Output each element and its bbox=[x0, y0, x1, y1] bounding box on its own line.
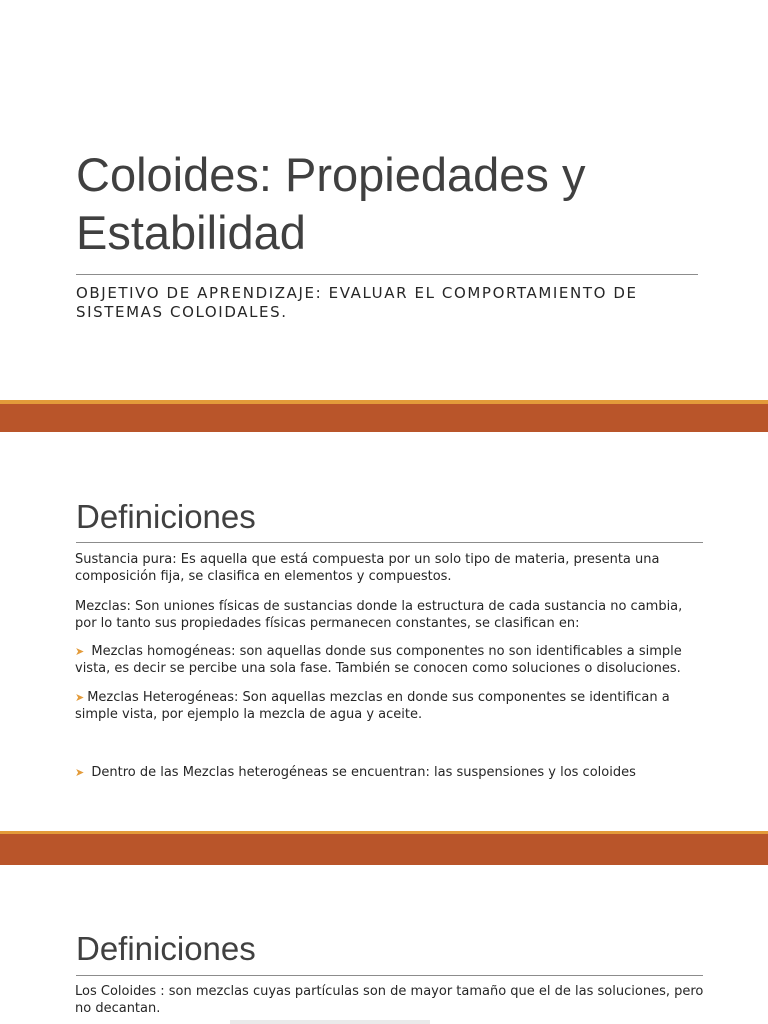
bullet-mezclas-heterogeneas bbox=[75, 689, 707, 723]
bullet-mezclas-homogeneas bbox=[75, 643, 707, 677]
separator-bar bbox=[0, 404, 768, 432]
definitions-slide-2 bbox=[0, 865, 768, 1024]
slide-title: Coloides: Propiedades y Estabilidad bbox=[76, 148, 586, 259]
slide-separator-band bbox=[0, 400, 768, 432]
title-slide bbox=[0, 0, 768, 400]
faint-divider bbox=[230, 1020, 430, 1024]
title-divider bbox=[76, 274, 698, 275]
slide-separator-band bbox=[0, 831, 768, 865]
paragraph-mezclas: Mezclas: Son uniones físicas de sustancias donde la estructura de cada sustancia no cambia, por lo tanto sus propiedades físicas permanecen constantes, se clasifican en: bbox=[75, 599, 683, 631]
bullet-coloides bbox=[75, 764, 707, 781]
heading-divider bbox=[76, 542, 703, 543]
arrow-bullet-icon: ➤ bbox=[75, 766, 85, 779]
bullet-text: Mezclas Heterogéneas: Son aquellas mezclas en donde sus componentes se identifican a simple vista, por ejemplo la mezcla de agua y aceite. bbox=[75, 690, 670, 722]
arrow-bullet-icon: ➤ bbox=[75, 691, 85, 704]
arrow-bullet-icon: ➤ bbox=[75, 645, 85, 658]
bullet-text: Dentro de las Mezclas heterogéneas se encuentran: las suspensiones y los coloides bbox=[91, 765, 636, 780]
slide-heading: Definiciones bbox=[76, 498, 256, 535]
separator-bar bbox=[0, 834, 768, 865]
bullet-text: Mezclas homogéneas: son aquellas donde sus componentes no son identificables a simple vista, es decir se percibe una sola fase. También se conocen como soluciones o disoluciones. bbox=[75, 644, 682, 676]
paragraph-coloides: Los Coloides : son mezclas cuyas partículas son de mayor tamaño que el de las soluciones, pero no decantan. bbox=[75, 984, 704, 1016]
paragraph-sustancia-pura: Sustancia pura: Es aquella que está compuesta por un solo tipo de materia, presenta una composición fija, se clasifica en elementos y compuestos. bbox=[75, 552, 660, 584]
heading-divider bbox=[76, 975, 703, 976]
definitions-slide bbox=[0, 432, 768, 831]
slide-subtitle: OBJETIVO DE APRENDIZAJE: EVALUAR EL COMPORTAMIENTO DE SISTEMAS COLOIDALES. bbox=[76, 284, 638, 321]
slide-heading: Definiciones bbox=[76, 930, 256, 967]
